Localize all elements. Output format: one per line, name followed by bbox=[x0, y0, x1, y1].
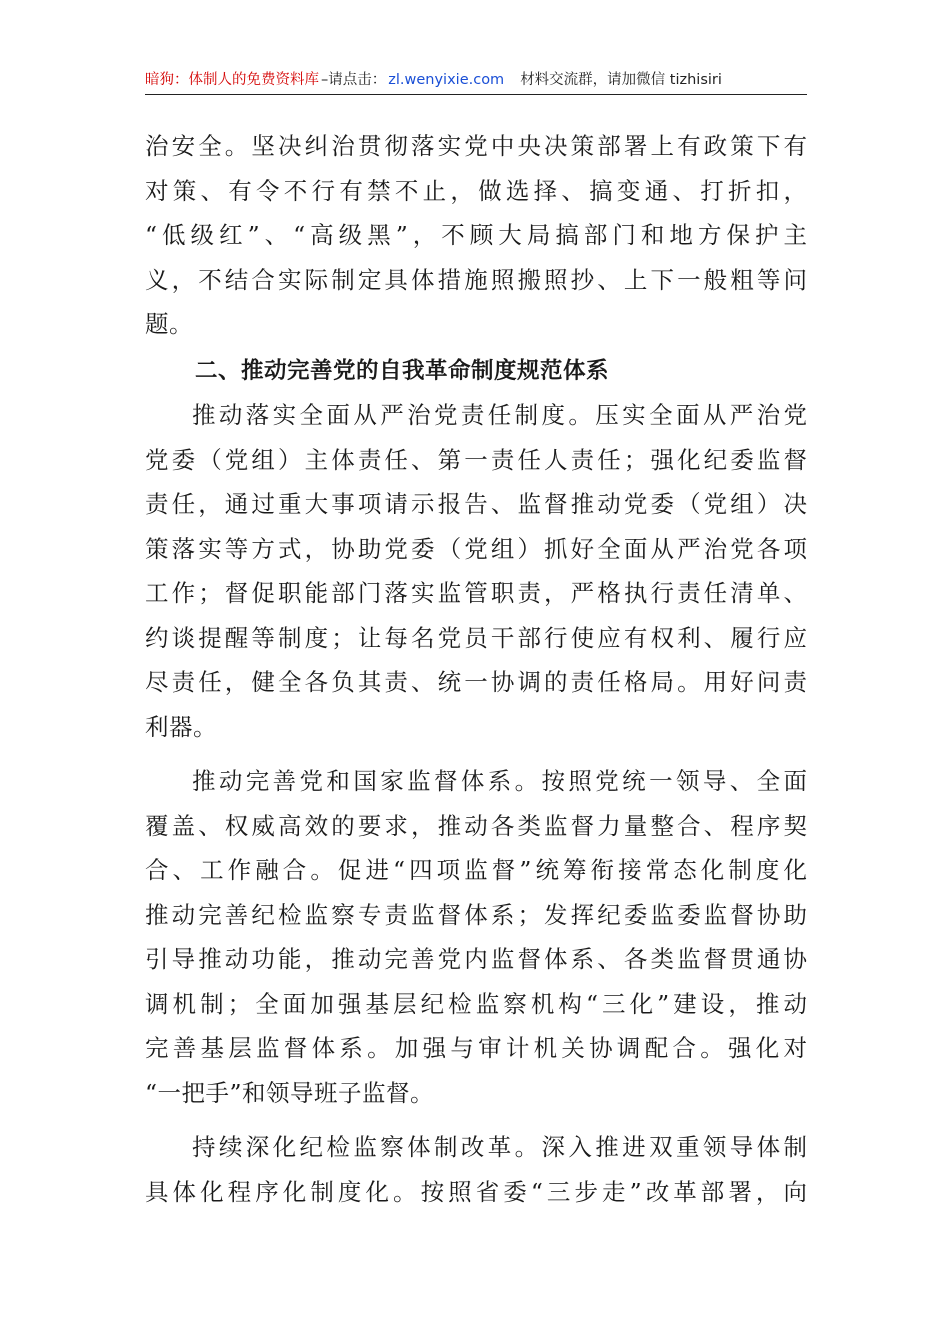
paragraph-line: 义，不结合实际制定具体措施照搬照抄、上下一般粗等问 bbox=[145, 265, 807, 294]
paragraph-line: 推动落实全面从严治党责任制度。压实全面从严治党 bbox=[192, 401, 807, 429]
section-heading: 二、推动完善党的自我革命制度规范体系 bbox=[195, 357, 610, 384]
paragraph-line: 推动完善党和国家监督体系。按照党统一领导、全面 bbox=[192, 767, 807, 795]
paragraph-4 bbox=[145, 1125, 807, 1214]
paragraph-line: 具体化程序化制度化。按照省委“三步走”改革部署，向 bbox=[145, 1177, 807, 1206]
paragraph-1 bbox=[145, 124, 807, 347]
paragraph-line: 完善基层监督体系。加强与审计机关协调配合。强化对 bbox=[145, 1034, 807, 1062]
paragraph-line: 题。 bbox=[145, 310, 193, 338]
paragraph-line: 尽责任，健全各负其责、统一协调的责任格局。用好问责 bbox=[145, 668, 807, 696]
paragraph-line: 利器。 bbox=[145, 712, 217, 741]
header-click-prefix: –请点击： bbox=[321, 72, 387, 88]
paragraph-line: 工作；督促职能部门落实监管职责，严格执行责任清单、 bbox=[145, 579, 807, 607]
paragraph-3 bbox=[145, 759, 807, 1115]
paragraph-line: 责任，通过重大事项请示报告、监督推动党委（党组）决 bbox=[145, 490, 807, 518]
page-header bbox=[145, 66, 807, 95]
paragraph-line: 持续深化纪检监察体制改革。深入推进双重领导体制 bbox=[192, 1133, 807, 1161]
paragraph-line: 策落实等方式，协助党委（党组）抓好全面从严治党各项 bbox=[145, 534, 807, 563]
header-wechat-text: 材料交流群，请加微信 tizhisiri bbox=[520, 72, 722, 88]
header-url-link[interactable]: zl.wenyixie.com bbox=[388, 72, 505, 88]
paragraph-line: “低级红”、“高级黑”，不顾大局搞部门和地方保护主 bbox=[145, 221, 807, 249]
paragraph-line: 合、工作融合。促进“四项监督”统筹衔接常态化制度化 bbox=[145, 856, 807, 884]
paragraph-line: 推动完善纪检监察专责监督体系；发挥纪委监委监督协助 bbox=[145, 900, 807, 929]
paragraph-line: 调机制；全面加强基层纪检监察机构“三化”建设，推动 bbox=[145, 989, 807, 1018]
paragraph-line: 对策、有令不行有禁不止，做选择、搞变通、打折扣， bbox=[145, 176, 807, 205]
paragraph-line: 党委（党组）主体责任、第一责任人责任；强化纪委监督 bbox=[145, 445, 807, 474]
paragraph-line: 治安全。坚决纠治贯彻落实党中央决策部署上有政策下有 bbox=[145, 132, 807, 160]
paragraph-line: 引导推动功能，推动完善党内监督体系、各类监督贯通协 bbox=[145, 945, 807, 973]
document-body bbox=[145, 124, 807, 1214]
header-brand-text: 暗狗：体制人的免费资料库 bbox=[145, 72, 319, 88]
paragraph-line: 约谈提醒等制度；让每名党员干部行使应有权利、履行应 bbox=[145, 623, 807, 652]
paragraph-2 bbox=[145, 393, 807, 749]
paragraph-line: “一把手”和领导班子监督。 bbox=[145, 1078, 435, 1107]
paragraph-line: 覆盖、权威高效的要求，推动各类监督力量整合、程序契 bbox=[145, 811, 807, 840]
